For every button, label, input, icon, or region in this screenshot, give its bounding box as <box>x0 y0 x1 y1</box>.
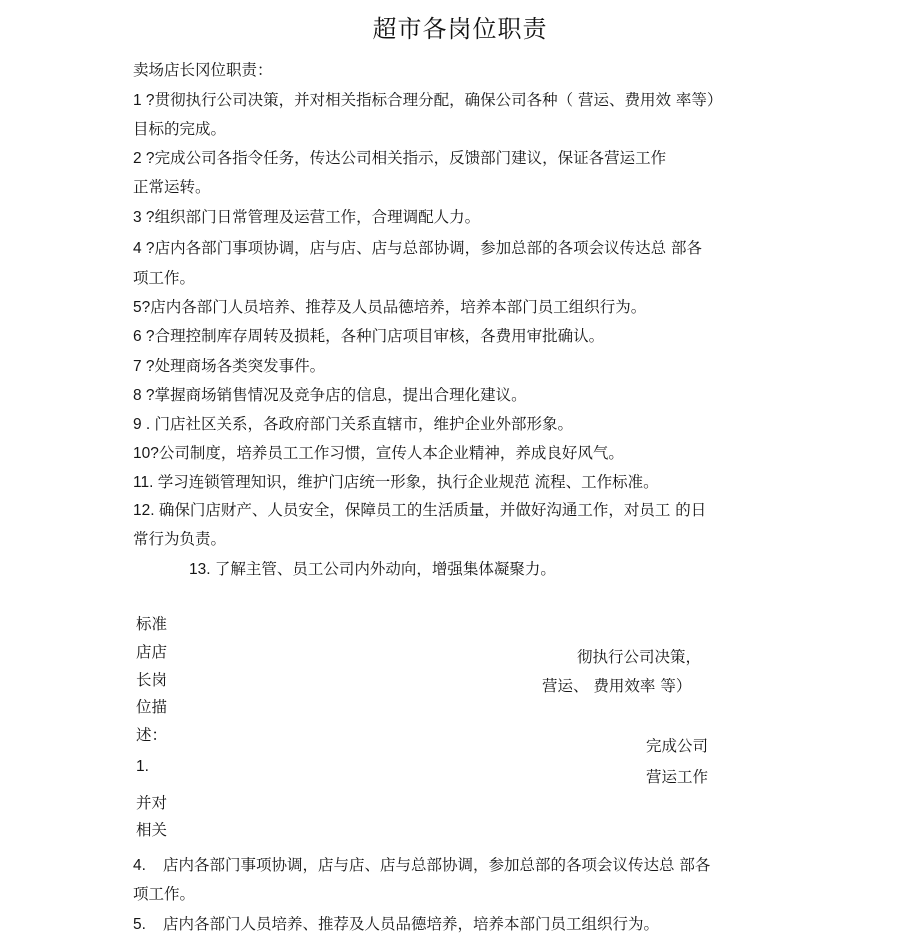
duty-item-4 <box>133 238 702 259</box>
duty-number: 9 . <box>133 416 155 433</box>
duty-number: 3 ? <box>133 209 155 226</box>
duty-text: 店内各部门人员培养、推荐及人员品德培养，培养本部门员工组织行为。 <box>150 298 647 316</box>
duty-item-7 <box>133 356 325 377</box>
duty-item-5 <box>133 297 646 318</box>
duty-text: 合理控制库存周转及损耗，各种门店项目审核，各费用审批确认。 <box>154 327 605 345</box>
duty-item-1-cont: 目标的完成。 <box>133 120 227 138</box>
duty-text: 确保门店财产、人员安全，保障员工的生活质量，并做好沟通工作，对员工 的日 <box>158 501 707 519</box>
std-left-7: 并对 <box>136 794 168 812</box>
duty-item-2 <box>133 148 666 169</box>
duty-number: 1 ? <box>133 92 155 109</box>
duty-number: 6 ? <box>133 328 155 345</box>
std-left-5: 述： <box>136 726 168 744</box>
duty-text: 掌握商场销售情况及竞争店的信息，提出合理化建议。 <box>154 386 527 404</box>
repeat-duty-4 <box>133 855 710 876</box>
duty-item-1 <box>133 90 722 111</box>
duty-item-8 <box>133 385 527 406</box>
std-left-8: 相关 <box>136 821 168 839</box>
duty-text: 处理商场各类突发事件。 <box>154 357 326 375</box>
std-left-2: 店店 <box>136 643 168 661</box>
duty-number: 7 ? <box>133 358 155 375</box>
repeat-duty-5 <box>133 914 659 935</box>
duty-number: 10? <box>133 445 159 462</box>
duty-number: 5. <box>133 916 146 933</box>
duty-number: 2 ? <box>133 150 155 167</box>
duty-item-3 <box>133 207 480 228</box>
duty-text: 学习连锁管理知识，维护门店统一形象，执行企业规范 流程、工作标准。 <box>157 473 659 491</box>
duty-item-10 <box>133 443 624 464</box>
std-right-fragment-1: 彻执行公司决策， <box>577 648 702 666</box>
duty-text: 贯彻执行公司决策，并对相关指标合理分配，确保公司各种（ 营运、费用效 率等） <box>154 91 723 109</box>
duty-number: 4. <box>133 857 146 874</box>
duty-number: 12. <box>133 502 159 519</box>
repeat-duty-4-cont: 项工作。 <box>133 885 196 903</box>
std-right-fragment-2: 营运、 费用效率 等） <box>542 677 692 695</box>
std-left-3: 长岗 <box>136 671 168 689</box>
duty-item-13 <box>189 559 556 580</box>
std-left-6: 1. <box>136 758 149 775</box>
duty-number: 4 ? <box>133 240 155 257</box>
duty-item-2-cont: 正常运转。 <box>133 178 211 196</box>
duty-item-9 <box>133 414 573 435</box>
duty-text: 店内各部门事项协调，店与店、店与总部协调，参加总部的各项会议传达总 部各 <box>163 856 711 874</box>
duty-number: 13. <box>189 561 215 578</box>
duty-item-12-cont: 常行为负责。 <box>133 530 227 548</box>
std-right-fragment-4: 营运工作 <box>646 768 709 786</box>
duty-number: 8 ? <box>133 387 155 404</box>
duty-text: 店内各部门人员培养、推荐及人员品德培养，培养本部门员工组织行为。 <box>163 915 660 933</box>
duty-number: 5? <box>133 299 151 316</box>
duty-text: 了解主管、员工公司内外动向，增强集体凝聚力。 <box>214 560 556 578</box>
std-right-fragment-3: 完成公司 <box>646 737 709 755</box>
duty-text: 公司制度，培养员工工作习惯，宣传人本企业精神，养成良好风气。 <box>158 444 624 462</box>
duty-item-4-cont: 项工作。 <box>133 269 196 287</box>
duty-text: 门店社区关系，各政府部门关系直辖市，维护企业外部形象。 <box>154 415 574 433</box>
duty-item-6 <box>133 326 604 347</box>
duty-text: 店内各部门事项协调，店与店、店与总部协调，参加总部的各项会议传达总 部各 <box>154 239 702 257</box>
duty-text: 完成公司各指令任务，传达公司相关指示，反馈部门建议，保证各营运工作 <box>154 149 667 167</box>
std-left-4: 位描 <box>136 698 168 716</box>
section-heading: 卖场店长冈位职责： <box>133 61 273 79</box>
std-left-1: 标准 <box>136 615 168 633</box>
duty-item-11 <box>133 472 659 493</box>
duty-text: 组织部门日常管理及运营工作，合理调配人力。 <box>154 208 481 226</box>
page-title: 超市各岗位职责 <box>372 15 548 43</box>
duty-item-12 <box>133 500 706 521</box>
duty-number: 11. <box>133 474 158 491</box>
